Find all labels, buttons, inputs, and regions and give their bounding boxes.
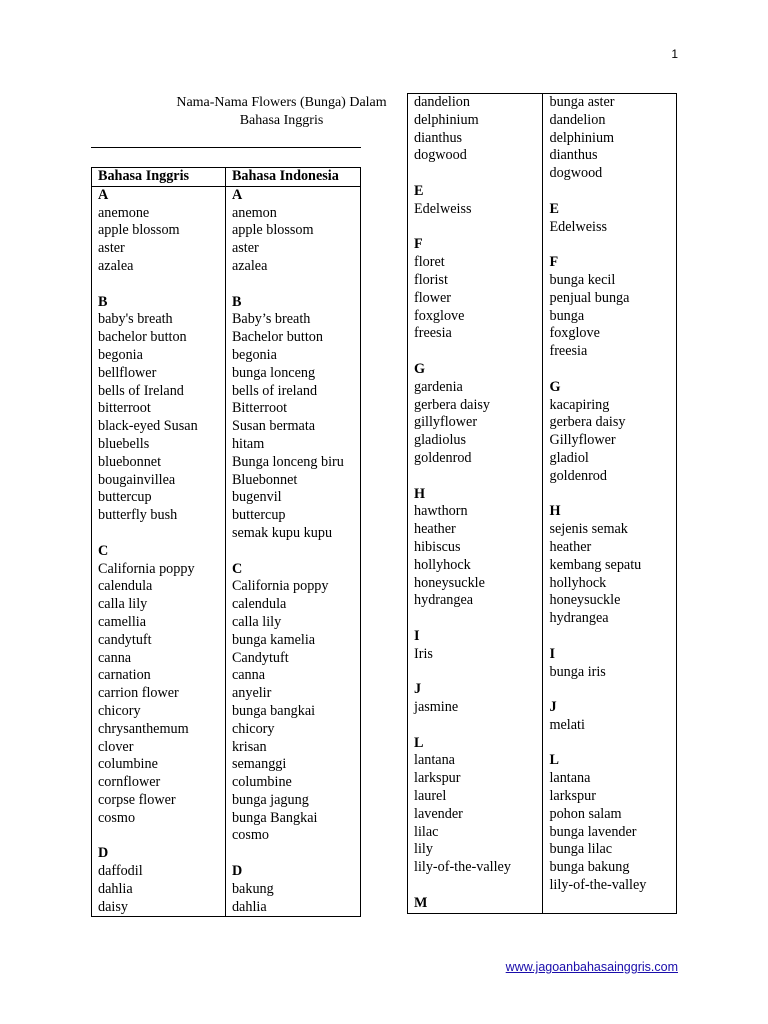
list-item: carrion flower — [98, 685, 179, 702]
section-letter: G — [414, 360, 426, 377]
list-item: flower — [414, 289, 452, 306]
list-item: hydrangea — [549, 610, 609, 627]
spacer — [549, 681, 670, 699]
spacer — [549, 735, 670, 753]
list-item: candytuft — [98, 631, 152, 648]
list-item: Bitterroot — [231, 400, 288, 417]
list-item: calendula — [231, 596, 287, 613]
list-item: heather — [414, 521, 456, 538]
english-column — [92, 186, 226, 917]
list-item: floret — [414, 254, 445, 271]
title-divider — [91, 147, 361, 148]
list-item: chrysanthemum — [98, 720, 189, 737]
list-item: California poppy — [98, 560, 195, 577]
list-item: cosmo — [98, 809, 136, 826]
list-item: laurel — [414, 788, 447, 805]
table-header-row — [92, 168, 361, 187]
spacer — [414, 219, 536, 237]
list-item: cosmo — [231, 827, 269, 844]
list-item: canna — [98, 649, 132, 666]
list-item: Bachelor button — [231, 329, 323, 346]
list-item: florist — [414, 271, 448, 288]
list-item: gladiol — [549, 449, 589, 466]
list-item: kacapiring — [549, 396, 610, 413]
spacer — [232, 543, 354, 561]
section-letter: C — [98, 542, 109, 559]
spacer — [549, 183, 670, 201]
list-item: baby's breath — [98, 311, 173, 328]
list-item: bunga — [549, 307, 585, 324]
section-letter: D — [98, 845, 109, 862]
list-item: bells of Ireland — [98, 382, 184, 399]
list-item: bluebells — [98, 435, 150, 452]
section-letter: L — [414, 734, 424, 751]
list-item: apple blossom — [231, 222, 314, 239]
section-letter: I — [414, 627, 420, 644]
list-item: Bunga lonceng biru — [231, 453, 344, 470]
list-item: hollyhock — [549, 574, 607, 591]
list-item: bunga lilac — [549, 841, 613, 858]
list-item: bunga iris — [549, 663, 606, 680]
indonesian-column — [225, 186, 360, 917]
spacer — [414, 165, 536, 183]
section-letter: E — [414, 182, 424, 199]
website-link[interactable]: www.jagoanbahasainggris.com — [505, 960, 678, 974]
section-letter: F — [414, 236, 423, 253]
spacer — [414, 343, 536, 361]
list-item: semanggi — [231, 756, 287, 773]
list-item: lily — [414, 841, 433, 858]
list-item: clover — [98, 738, 134, 755]
list-item: calendula — [98, 578, 153, 595]
list-item: lilac — [414, 823, 439, 840]
list-item: delphinium — [549, 129, 615, 146]
list-item: jasmine — [414, 699, 459, 716]
list-item: aster — [231, 240, 259, 257]
section-letter: F — [549, 254, 559, 271]
table-row — [92, 186, 361, 917]
list-item: Candytuft — [231, 649, 289, 666]
page-number: 1 — [671, 47, 678, 61]
list-item: dandelion — [414, 94, 470, 110]
list-item: daisy — [98, 898, 128, 915]
list-item: bellflower — [98, 364, 157, 381]
spacer — [98, 827, 219, 845]
list-item: bachelor button — [98, 329, 187, 346]
list-item: kembang sepatu — [549, 556, 642, 573]
list-item: begonia — [231, 346, 277, 363]
list-item: sejenis semak — [549, 521, 628, 538]
english-column — [408, 94, 543, 914]
list-item: gerbera daisy — [549, 414, 626, 431]
list-item: anyelir — [231, 685, 272, 702]
spacer — [98, 525, 219, 543]
list-item: penjual bunga — [549, 289, 630, 306]
page-title: Nama-Nama Flowers (Bunga) Dalam Bahasa Inggris — [176, 95, 387, 128]
list-item: hibiscus — [414, 538, 461, 555]
list-item: chicory — [98, 702, 141, 719]
list-item: Susan bermata — [231, 418, 316, 435]
list-item: aster — [98, 240, 125, 257]
spacer — [414, 717, 536, 735]
list-item: bluebonnet — [98, 453, 162, 470]
list-item: dogwood — [414, 147, 467, 164]
list-item: semak kupu kupu — [231, 524, 333, 541]
header-bahasa-indonesia: Bahasa Indonesia — [225, 168, 360, 187]
section-letter: A — [231, 186, 243, 203]
section-letter: A — [98, 186, 109, 203]
list-item: black-eyed Susan — [98, 418, 198, 435]
section-letter: B — [98, 293, 108, 310]
list-item: butterfly bush — [98, 507, 178, 524]
list-item: camellia — [98, 613, 147, 630]
list-item: Iris — [414, 645, 433, 662]
list-item: bitterroot — [98, 400, 151, 417]
section-letter: E — [549, 200, 559, 217]
list-item: carnation — [98, 667, 151, 684]
list-item: buttercup — [231, 507, 286, 524]
list-item: canna — [231, 667, 266, 684]
spacer — [549, 628, 670, 646]
list-item: azalea — [231, 257, 268, 274]
spacer — [414, 877, 536, 895]
list-item: corpse flower — [98, 791, 176, 808]
list-item: freesia — [549, 343, 588, 360]
list-item: anemon — [231, 204, 277, 221]
list-item: Edelweiss — [414, 200, 472, 217]
list-item: calla lily — [231, 613, 282, 630]
list-item: gillyflower — [414, 414, 478, 431]
spacer — [232, 276, 354, 294]
list-item: goldenrod — [549, 467, 607, 484]
list-item: goldenrod — [414, 449, 472, 466]
list-item: columbine — [98, 756, 158, 773]
spacer — [232, 845, 354, 863]
list-item: California poppy — [231, 578, 329, 595]
list-item: pohon salam — [549, 805, 622, 822]
list-item: apple blossom — [98, 222, 180, 239]
list-item: bunga bakung — [549, 859, 630, 876]
list-item: foxglove — [414, 307, 465, 324]
flower-table-left — [91, 167, 361, 917]
spacer — [98, 276, 219, 294]
section-letter: M — [414, 894, 428, 911]
list-item: dianthus — [549, 147, 598, 164]
indonesian-column — [543, 94, 677, 914]
list-item: heather — [549, 538, 592, 555]
list-item: dogwood — [549, 165, 603, 182]
list-item: gladiolus — [414, 432, 467, 449]
table-row — [408, 94, 677, 914]
list-item: lily-of-the-valley — [414, 859, 511, 876]
list-item: hitam — [231, 435, 265, 452]
section-letter: H — [549, 503, 561, 520]
section-letter: H — [414, 485, 426, 502]
spacer — [414, 610, 536, 628]
list-item: buttercup — [98, 489, 152, 506]
list-item: dahlia — [98, 880, 133, 897]
list-item: larkspur — [549, 788, 596, 805]
list-item: Gillyflower — [549, 432, 616, 449]
list-item: dahlia — [231, 898, 267, 915]
section-letter: G — [549, 378, 561, 395]
list-item: bunga kamelia — [231, 631, 316, 648]
list-item: Bluebonnet — [231, 471, 298, 488]
section-letter: C — [231, 560, 243, 577]
list-item: honeysuckle — [549, 592, 621, 609]
list-item: bunga Bangkai — [231, 809, 318, 826]
list-item: dandelion — [549, 111, 606, 128]
list-item: anemone — [98, 204, 150, 221]
list-item: bougainvillea — [98, 471, 176, 488]
list-item: calla lily — [98, 596, 148, 613]
list-item: daffodil — [98, 863, 143, 880]
list-item: chicory — [231, 720, 275, 737]
list-item: azalea — [98, 257, 134, 274]
list-item: Edelweiss — [549, 218, 607, 235]
list-item: hydrangea — [414, 592, 474, 609]
list-item: honeysuckle — [414, 574, 485, 591]
list-item: hawthorn — [414, 503, 468, 520]
list-item: cornflower — [98, 774, 161, 791]
list-item: bunga lonceng — [231, 364, 316, 381]
list-item: foxglove — [549, 325, 600, 342]
section-letter: D — [231, 863, 243, 880]
list-item: bunga bangkai — [231, 702, 316, 719]
list-item: bugenvil — [231, 489, 282, 506]
list-item: delphinium — [414, 111, 479, 128]
list-item: krisan — [231, 738, 267, 755]
list-item: gardenia — [414, 378, 463, 395]
list-item: begonia — [98, 346, 143, 363]
list-item: dianthus — [414, 129, 463, 146]
spacer — [549, 361, 670, 379]
list-item: larkspur — [414, 770, 461, 787]
header-bahasa-inggris: Bahasa Inggris — [92, 168, 226, 187]
list-item: gerbera daisy — [414, 396, 491, 413]
spacer — [549, 236, 670, 254]
section-letter: L — [549, 752, 559, 769]
list-item: lavender — [414, 805, 463, 822]
section-letter: J — [549, 699, 557, 716]
list-item: lantana — [549, 770, 591, 787]
list-item: bunga lavender — [549, 823, 637, 840]
section-letter: J — [414, 681, 422, 698]
list-item: lily-of-the-valley — [549, 877, 647, 894]
list-item: bunga jagung — [231, 791, 309, 808]
list-item: bells of ireland — [231, 382, 318, 399]
list-item: bakung — [231, 880, 274, 897]
spacer — [414, 468, 536, 486]
section-letter: I — [549, 645, 555, 662]
list-item: bunga kecil — [549, 271, 616, 288]
section-letter: B — [231, 293, 242, 310]
list-item: freesia — [414, 325, 452, 342]
list-item: hollyhock — [414, 556, 471, 573]
spacer — [414, 664, 536, 682]
flower-table-right — [407, 93, 677, 914]
list-item: lantana — [414, 752, 455, 769]
list-item: bunga aster — [549, 94, 615, 110]
spacer — [549, 486, 670, 504]
list-item: columbine — [231, 774, 292, 791]
list-item: Baby’s breath — [231, 311, 311, 328]
list-item: melati — [549, 716, 585, 733]
